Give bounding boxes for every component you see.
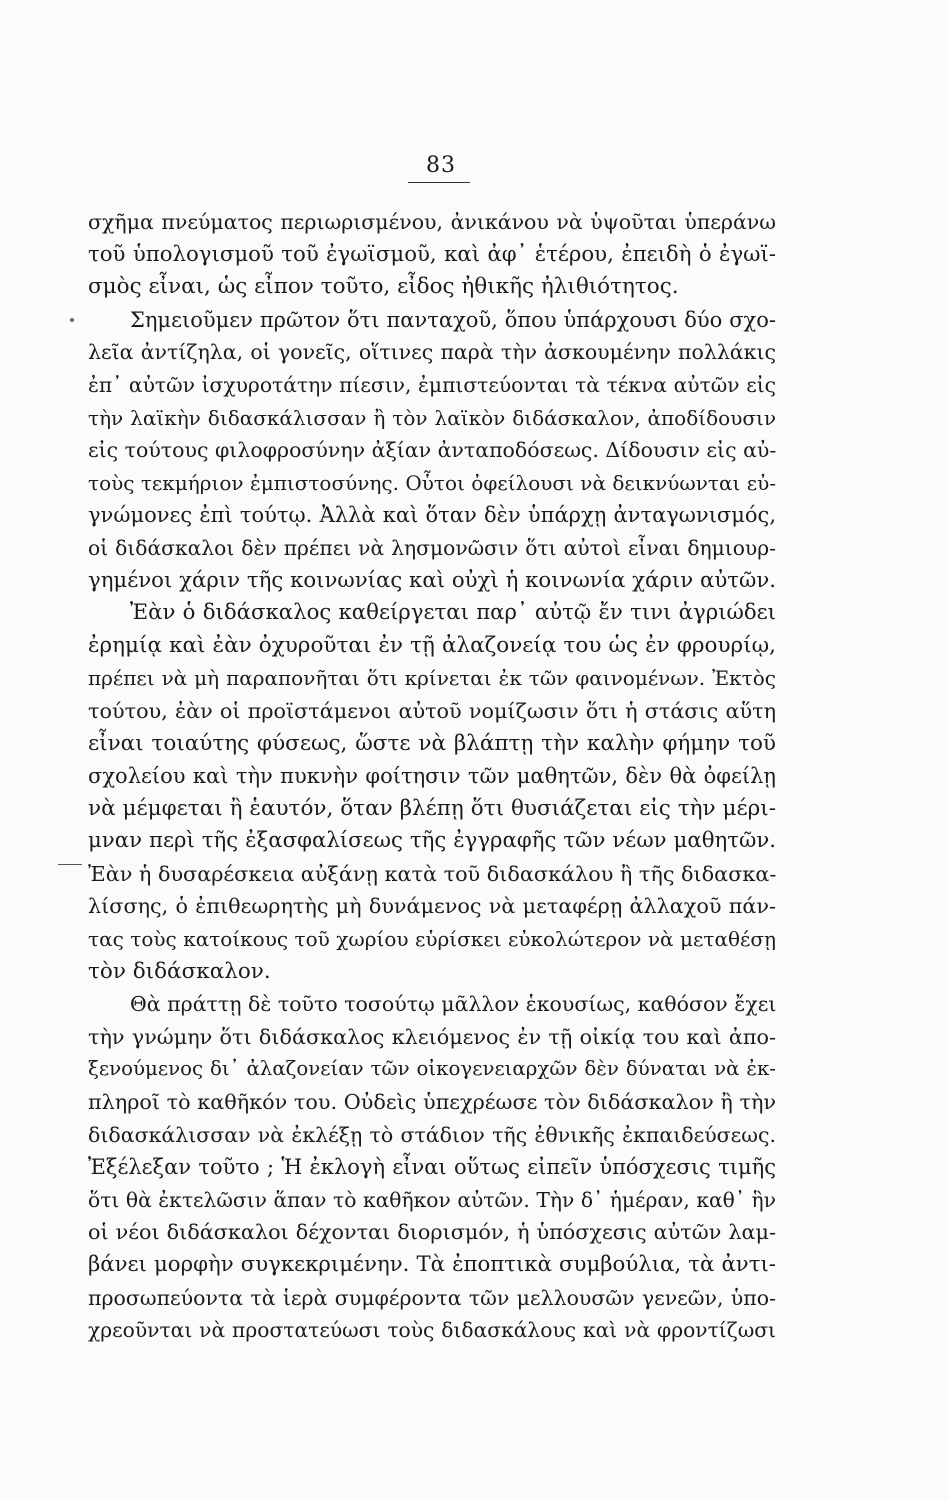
text-line: διδασκάλισσαν νὰ ἐκλέξῃ τὸ στάδιον τῆς ἐθνικῆς ἐκπαιδεύσεως. bbox=[88, 1122, 776, 1147]
text-line: χρεοῦνται νὰ προστατεύωσι τοὺς διδασκάλους καὶ νὰ φροντίζωσι bbox=[88, 1318, 776, 1343]
text-line: τούτου, ἐὰν οἱ προϊστάμενοι αὐτοῦ νομίζωσιν ὅτι ἡ στάσις αὕτη bbox=[88, 698, 776, 723]
text-line: τοὺς τεκμήριον ἐμπιστοσύνης. Οὗτοι ὀφείλουσι νὰ δεικνύωνται εὐ- bbox=[88, 470, 776, 495]
text-line: βάνει μορφὴν συγκεκριμένην. Τὰ ἐποπτικὰ συμβούλια, τὰ ἀντι- bbox=[88, 1252, 776, 1277]
text-line: σχῆμα πνεύματος περιωρισμένου, ἀνικάνου νὰ ὑψοῦται ὑπεράνω bbox=[88, 210, 776, 234]
margin-dot-mark bbox=[70, 318, 74, 322]
text-line: εἰς τούτους φιλοφροσύνην ἀξίαν ἀνταποδόσεως. Δίδουσιν εἰς αὐ- bbox=[88, 438, 776, 463]
text-line: λεῖα ἀντίζηλα, οἱ γονεῖς, οἵτινες παρὰ τὴν ἀσκουμένην πολλάκις bbox=[88, 340, 776, 365]
text-line: μναν περὶ τῆς ἐξασφαλίσεως τῆς ἐγγραφῆς τῶν νέων μαθητῶν. bbox=[88, 828, 776, 854]
text-line: τοῦ ὑπολογισμοῦ τοῦ ἐγωϊσμοῦ, καὶ ἀφ᾽ ἑτέρου, ἐπειδὴ ὁ ἐγωϊ- bbox=[88, 241, 776, 267]
body-text bbox=[88, 206, 776, 1347]
text-line: γημένοι χάριν τῆς κοινωνίας καὶ οὐχὶ ἡ κοινωνία χάριν αὐτῶν. bbox=[88, 567, 776, 593]
text-line: εἶναι τοιαύτης φύσεως, ὥστε νὰ βλάπτῃ τὴν καλὴν φήμην τοῦ bbox=[88, 730, 776, 756]
text-line: λίσσης, ὁ ἐπιθεωρητὴς μὴ δυνάμενος νὰ μεταφέρῃ ἀλλαχοῦ πάν- bbox=[88, 894, 776, 919]
text-line: Θὰ πράττῃ δὲ τοῦτο τοσούτῳ μᾶλλον ἑκουσίως, καθόσον ἔχει bbox=[130, 992, 776, 1017]
text-line: οἱ διδάσκαλοι δὲν πρέπει νὰ λησμονῶσιν ὅτι αὐτοὶ εἶναι δημιουρ- bbox=[88, 535, 776, 560]
text-line: Ἐὰν ὁ διδάσκαλος καθείργεται παρ᾽ αὐτῷ ἔν τινι ἀγριώδει bbox=[130, 600, 776, 626]
text-line: τας τοὺς κατοίκους τοῦ χωρίου εὑρίσκει εὐκολώτερον νὰ μεταθέσῃ bbox=[88, 927, 776, 952]
page-number: 83 bbox=[426, 153, 456, 178]
text-line: πρέπει νὰ μὴ παραπονῆται ὅτι κρίνεται ἐκ τῶν φαινομένων. Ἐκτὸς bbox=[88, 666, 776, 691]
text-line: προσωπεύοντα τὰ ἱερὰ συμφέροντα τῶν μελλουσῶν γενεῶν, ὑπο- bbox=[88, 1285, 776, 1310]
text-line: γνώμονες ἐπὶ τούτῳ. Ἀλλὰ καὶ ὅταν δὲν ὑπάρχῃ ἀνταγωνισμός, bbox=[88, 503, 776, 528]
text-line: ξενούμενος δι᾽ ἀλαζονείαν τῶν οἰκογενειαρχῶν δὲν δύναται νὰ ἐκ- bbox=[88, 1057, 776, 1081]
page-number-underline bbox=[408, 182, 470, 183]
text-line: Ἐξέλεξαν τοῦτο ; Ἡ ἐκλογὴ εἶναι οὕτως εἰπεῖν ὑπόσχεσις τιμῆς bbox=[88, 1155, 776, 1180]
margin-dash-mark bbox=[58, 864, 82, 865]
text-line: τὸν διδάσκαλον. bbox=[88, 958, 271, 984]
text-line: Σημειοῦμεν πρῶτον ὅτι πανταχοῦ, ὅπου ὑπάρχουσι δύο σχο- bbox=[130, 307, 776, 332]
text-line: Ἐὰν ἡ δυσαρέσκεια αὐξάνῃ κατὰ τοῦ διδασκάλου ἢ τῆς διδασκα- bbox=[88, 861, 776, 886]
text-line: τὴν λαϊκὴν διδασκάλισσαν ἢ τὸν λαϊκὸν διδάσκαλον, ἀποδίδουσιν bbox=[88, 405, 776, 430]
text-line: ἐπ᾽ αὐτῶν ἰσχυροτάτην πίεσιν, ἐμπιστεύονται τὰ τέκνα αὐτῶν εἰς bbox=[88, 372, 776, 397]
text-line: ἐρημίᾳ καὶ ἐὰν ὀχυροῦται ἐν τῇ ἀλαζονείᾳ του ὡς ἐν φρουρίῳ, bbox=[88, 632, 776, 658]
text-line: σμὸς εἶναι, ὡς εἶπον τοῦτο, εἶδος ἠθικῆς ἠλιθιότητος. bbox=[88, 274, 679, 300]
text-line: σχολείου καὶ τὴν πυκνὴν φοίτησιν τῶν μαθητῶν, δὲν θὰ ὀφείλῃ bbox=[88, 764, 776, 789]
text-line: οἱ νέοι διδάσκαλοι δέχονται διορισμόν, ἡ ὑπόσχεσις αὐτῶν λαμ- bbox=[88, 1220, 776, 1245]
text-line: πληροῖ τὸ καθῆκόν του. Οὐδεὶς ὑπεχρέωσε τὸν διδάσκαλον ἢ τὴν bbox=[88, 1090, 776, 1115]
text-line: νὰ μέμφεται ἢ ἑαυτόν, ὅταν βλέπῃ ὅτι θυσιάζεται εἰς τὴν μέρι- bbox=[88, 795, 776, 821]
text-line: τὴν γνώμην ὅτι διδάσκαλος κλειόμενος ἐν τῇ οἰκίᾳ του καὶ ἀπο- bbox=[88, 1024, 776, 1049]
text-line: ὅτι θὰ ἐκτελῶσιν ἅπαν τὸ καθῆκον αὐτῶν. Τὴν δ᾽ ἡμέραν, καθ᾽ ἣν bbox=[88, 1187, 776, 1212]
